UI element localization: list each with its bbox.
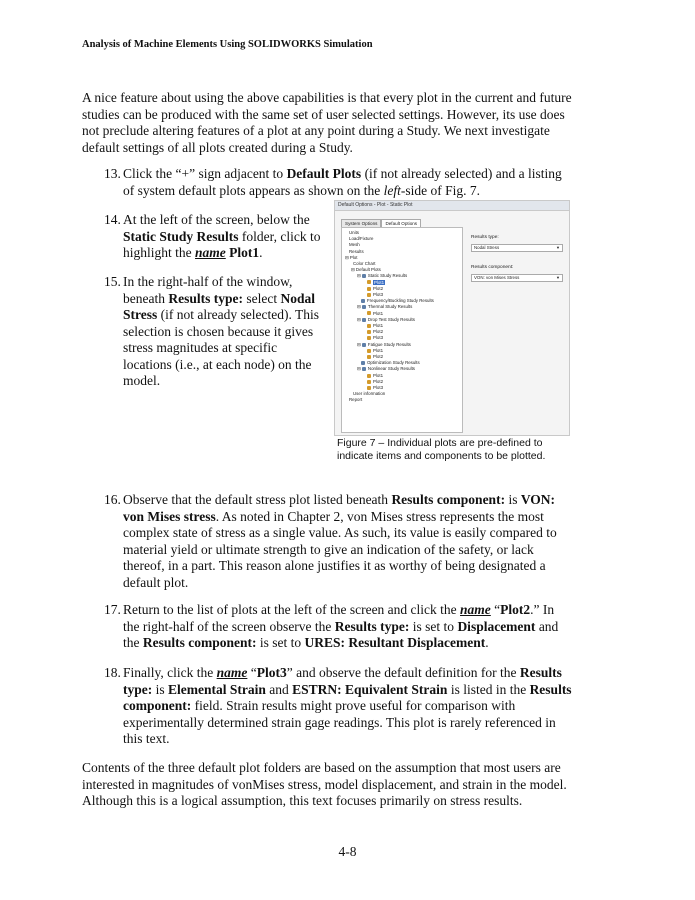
- tree-item[interactable]: Optimization Study Results: [345, 360, 434, 366]
- tree-item[interactable]: ⊟ Drop Test Study Results: [357, 316, 415, 322]
- tab-system-options[interactable]: System Options: [341, 219, 381, 227]
- tree-item[interactable]: Plot2: [345, 286, 434, 292]
- step-text-bold: Results component:: [142, 635, 257, 650]
- study-icon: [362, 367, 366, 371]
- conclusion-paragraph: Contents of the three default plot folders are based on the assumption that most users are interested in magnitudes of vonMises stress, model displacement, and strain in the model. Although this is a logical assumption, this text focuses primarily on stress results.: [82, 760, 567, 808]
- step-text-name: name: [195, 245, 226, 260]
- step-number: 18.: [104, 665, 121, 680]
- step-15: [104, 274, 328, 390]
- tree-item[interactable]: Results: [349, 248, 364, 254]
- step-text-bold: Results type:: [334, 618, 410, 634]
- step-text: Return to the list of plots at the left of the screen and click the: [123, 602, 461, 617]
- results-component-select[interactable]: [471, 274, 563, 282]
- step-text: ” and observe the default definition for the: [286, 665, 520, 680]
- step-text: Finally, click the: [123, 665, 217, 680]
- plot-icon: [367, 324, 371, 328]
- step-text: (if not already selected) and a listing of system default plots appears as shown on the: [123, 166, 562, 198]
- study-icon: [362, 305, 366, 309]
- step-text: and the: [123, 618, 559, 650]
- tree-item[interactable]: Color Chart: [353, 261, 376, 267]
- step-text-name: name: [460, 602, 491, 617]
- step-text: Observe that the default stress plot listed beneath: [123, 492, 392, 507]
- tree-item[interactable]: User information: [353, 391, 386, 397]
- results-type-value: Nodal Stress: [474, 245, 500, 250]
- step-text: is set to: [256, 635, 305, 650]
- tree-item[interactable]: ⊟ Default Plots: [351, 267, 381, 273]
- results-type-select[interactable]: [471, 244, 563, 252]
- step-text: (if not already selected). This selection is chosen because it gives stress magnitudes at specific locations (i.e., at each node) on the model.: [123, 307, 319, 388]
- plot-icon: [367, 386, 371, 390]
- plot-icon: [367, 355, 371, 359]
- tree-item[interactable]: Plot1: [345, 311, 434, 317]
- tree-item[interactable]: ⊟ Static Study Results: [357, 273, 408, 279]
- step-text-bold: Default Plots: [286, 166, 362, 181]
- step-text-bold: Results type:: [123, 665, 562, 697]
- step-text: is listed in the: [447, 681, 530, 697]
- step-number: 13.: [104, 166, 121, 181]
- step-text: is set to: [409, 618, 458, 634]
- figure-caption: Figure 7 – Individual plots are pre-defined to indicate items and components to be plotted.: [337, 437, 546, 462]
- step-text: In the right-half of the window, beneath: [123, 274, 293, 306]
- plot-icon: [367, 311, 371, 315]
- step-text-bold: Plot3: [256, 665, 287, 680]
- step-text-italic: left: [383, 182, 401, 198]
- step-text-bold: Results component:: [391, 492, 506, 507]
- step-18: [104, 665, 574, 748]
- tree-item[interactable]: Plot1: [345, 323, 434, 329]
- tree-item[interactable]: Plot3: [345, 292, 434, 298]
- chevron-down-icon: ▼: [556, 245, 560, 250]
- step-text: is: [505, 492, 521, 507]
- step-number: 16.: [104, 492, 121, 507]
- chevron-down-icon: ▼: [556, 275, 560, 280]
- step-text: -side of Fig. 7.: [400, 182, 480, 198]
- step-text: .: [485, 635, 489, 650]
- tree-item[interactable]: Plot2: [345, 329, 434, 335]
- figure-7-screenshot: [334, 200, 570, 436]
- tree-item[interactable]: ⊟ Nonlinear Study Results: [357, 366, 416, 372]
- step-text: folder, click to highlight the: [123, 228, 321, 260]
- step-text-bold: ESTRN: Equivalent Strain: [292, 681, 448, 697]
- plot-icon: [367, 293, 371, 297]
- step-text: “: [490, 602, 501, 617]
- step-text: Click the “+” sign adjacent to: [123, 166, 287, 181]
- step-text-bold: Displacement: [457, 618, 536, 634]
- study-icon: [362, 274, 366, 278]
- step-text: .: [259, 245, 263, 260]
- dialog-title: Default Options - Plot - Static Plot: [335, 201, 569, 211]
- step-text: .” In the right-half of the screen observe the: [123, 602, 555, 634]
- tree-item[interactable]: Units: [349, 230, 360, 235]
- plot-icon: [367, 287, 371, 291]
- step-text: and: [265, 681, 293, 697]
- study-icon: [361, 299, 365, 303]
- options-tree-pane: [341, 227, 463, 433]
- tab-default-options[interactable]: Default Options: [381, 219, 421, 227]
- tree-item-selected[interactable]: Plot1: [345, 280, 434, 286]
- tree-item[interactable]: Plot2: [345, 354, 434, 360]
- step-text-bold: Results type:: [168, 290, 243, 306]
- step-text: select: [242, 290, 281, 306]
- step-number: 14.: [104, 212, 121, 227]
- study-icon: [362, 343, 366, 347]
- step-text-bold: URES: Resultant Displacement: [304, 635, 486, 650]
- plot-icon: [367, 349, 371, 353]
- plot-icon: [367, 336, 371, 340]
- plot-icon: [367, 380, 371, 384]
- step-text-bold: Nodal Stress: [123, 290, 315, 322]
- options-tree: [345, 230, 434, 404]
- step-text-name: name: [216, 665, 248, 680]
- step-16: [104, 492, 574, 591]
- step-text-bold: Elemental Strain: [168, 681, 266, 697]
- plot-icon: [367, 330, 371, 334]
- step-13: [104, 166, 574, 199]
- results-type-label: Results type:: [471, 235, 499, 240]
- intro-paragraph: A nice feature about using the above capabilities is that every plot in the current and future studies can be produced with the same set of user selected settings. However, its use does not preclude altering features of a plot at any point during a Study. We next investigate default settings of all plots created during a Study.: [82, 90, 572, 155]
- step-text-bold: Plot1: [225, 245, 260, 260]
- study-icon: [362, 318, 366, 322]
- tree-item[interactable]: ⊟ Fatigue Study Results: [357, 341, 411, 347]
- results-component-value: VON: von Mises Stress: [474, 275, 520, 280]
- step-14: [104, 212, 332, 262]
- tree-item[interactable]: Mesh: [349, 242, 360, 248]
- tree-item[interactable]: Report: [349, 397, 363, 403]
- study-icon: [361, 361, 365, 365]
- tree-item[interactable]: Plot1: [345, 348, 434, 354]
- tree-item[interactable]: Frequency/Buckling Study Results: [345, 298, 434, 304]
- results-component-label: Results component:: [471, 265, 514, 270]
- page-number: 4-8: [338, 844, 357, 859]
- plot-icon: [367, 280, 371, 284]
- tree-item[interactable]: Plot3: [345, 335, 434, 341]
- step-text: “: [247, 665, 257, 680]
- step-text-bold: Results component:: [123, 681, 572, 713]
- step-17: [104, 602, 574, 652]
- tree-item[interactable]: ⊟ Plot: [345, 254, 358, 260]
- step-text: is: [152, 681, 169, 697]
- tree-item[interactable]: ⊟ Thermal Study Results: [357, 304, 413, 310]
- plot-icon: [367, 374, 371, 378]
- tree-item[interactable]: Plot3: [345, 385, 434, 391]
- dialog-tabs: [341, 219, 421, 227]
- step-text: At the left of the screen, below the: [123, 212, 310, 227]
- step-text: field. Strain results might prove useful for comparison with experimentally determined strain gage readings. This plot is rarely referenced in this text.: [123, 698, 556, 746]
- step-number: 15.: [104, 274, 121, 289]
- step-text-bold: Plot2: [500, 602, 531, 617]
- step-number: 17.: [104, 602, 121, 617]
- tree-item[interactable]: Plot1: [345, 373, 434, 379]
- tree-item[interactable]: Plot2: [345, 379, 434, 385]
- step-text-bold: Static Study Results: [123, 228, 239, 244]
- running-header: Analysis of Machine Elements Using SOLIDWORKS Simulation: [82, 39, 373, 50]
- tree-item[interactable]: Load/Fixture: [349, 236, 374, 242]
- step-text: . As noted in Chapter 2, von Mises stress represents the most complex state of stress as a single value. As such, its value is easily compared to material yield or ultimate strength to give an indication of the safety, or lack thereof, in a part. This reason alone justifies it as worthy of being designated a default plot.: [123, 508, 557, 590]
- step-text-bold: VON: von Mises stress: [123, 492, 556, 524]
